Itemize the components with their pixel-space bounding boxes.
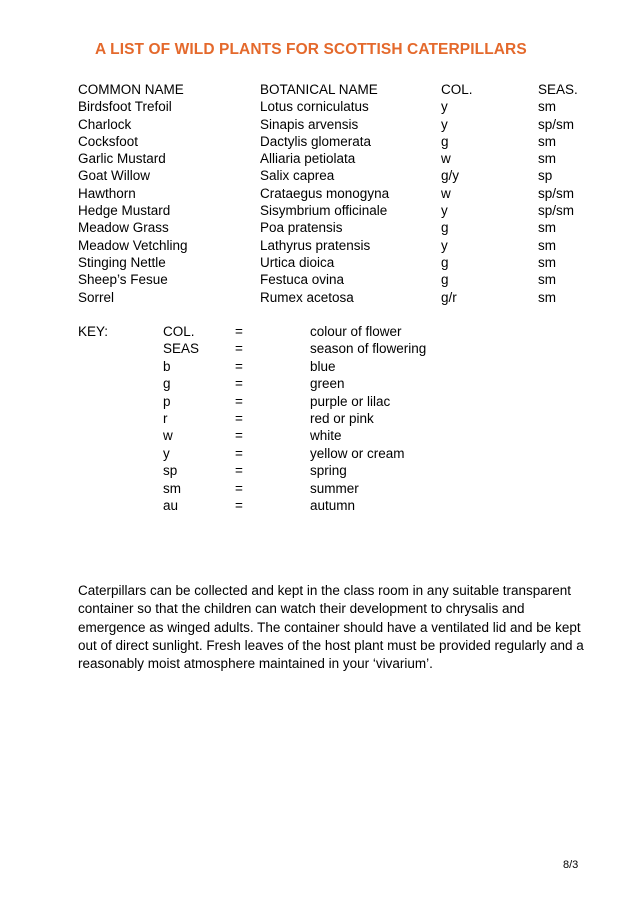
key-row [78,340,598,357]
key-code: sp [163,463,178,479]
key-equals: = [235,410,243,426]
plant-botanical-name: Crataegus monogyna [260,185,390,201]
table-row [78,254,598,271]
plant-table [78,81,598,306]
plant-common-name: Charlock [78,116,132,132]
table-row [78,271,598,288]
plant-common-name: Hedge Mustard [78,203,171,219]
key-meaning: spring [310,463,347,479]
plant-common-name: Sheep’s Fesue [78,272,168,288]
plant-colour-code: w [441,151,451,167]
key-row [78,497,598,514]
key-equals: = [235,341,243,357]
key-equals: = [235,376,243,392]
plant-colour-code: y [441,237,448,253]
key-row [78,462,598,479]
plant-season-code: sm [538,254,556,270]
key-code: au [163,497,179,513]
plant-season-code: sp/sm [538,203,575,219]
key-meaning: season of flowering [310,341,427,357]
plant-common-name: Stinging Nettle [78,254,166,270]
key-rows [78,323,598,514]
key-row [78,410,598,427]
key-meaning: red or pink [310,410,374,426]
key-meaning: purple or lilac [310,393,391,409]
table-row [78,98,598,115]
plant-botanical-name: Dactylis glomerata [260,133,372,149]
key-equals: = [235,480,243,496]
plant-common-name: Goat Willow [78,168,151,184]
plant-season-code: sm [538,220,556,236]
plant-common-name: Sorrel [78,289,115,305]
plant-common-name: Hawthorn [78,185,136,201]
table-header-row [78,81,598,98]
table-row [78,150,598,167]
key-row [78,480,598,497]
plant-botanical-name: Rumex acetosa [260,289,354,305]
plant-colour-code: g/r [441,289,457,305]
plant-botanical-name: Urtica dioica [260,254,335,270]
key-code: b [163,358,171,374]
plant-season-code: sm [538,237,556,253]
plant-botanical-name: Sinapis arvensis [260,116,359,132]
key-row [78,445,598,462]
instructions-paragraph: Caterpillars can be collected and kept in the class room in any suitable transparent container so that the children can watch their development to chrysalis and emergence as winged adults. The container should have a ventilated lid and be kept out of direct sunlight. Fresh leaves of the host plant must be provided regularly and a reasonably moist atmosphere maintained in your ‘vivarium’. [78,583,584,672]
key-equals: = [235,497,243,513]
table-row [78,289,598,306]
key-row [78,393,598,410]
key-meaning: green [310,376,345,392]
plant-season-code: sm [538,99,556,115]
key-equals: = [235,463,243,479]
table-row [78,237,598,254]
plant-colour-code: w [441,185,451,201]
key-code: y [163,445,170,461]
plant-colour-code: g [441,220,449,236]
header-season: SEAS. [538,82,578,97]
plant-colour-code: g [441,254,449,270]
plant-common-name: Cocksfoot [78,133,139,149]
key-code: p [163,393,171,409]
plant-colour-code: y [441,203,448,219]
plant-common-name: Meadow Vetchling [78,237,188,253]
plant-botanical-name: Festuca ovina [260,272,345,288]
key-row [78,375,598,392]
key-code: COL. [163,324,195,339]
plant-season-code: sm [538,289,556,305]
plant-botanical-name: Alliaria petiolata [260,151,356,167]
page-number: 8/3 [563,859,579,871]
table-row [78,219,598,236]
plant-season-code: sp [538,168,553,184]
key-meaning: blue [310,358,336,374]
header-common-name: COMMON NAME [78,82,184,97]
key-row [78,358,598,375]
key-equals: = [235,324,243,339]
plant-botanical-name: Lathyrus pratensis [260,237,371,253]
key-equals: = [235,445,243,461]
header-colour: COL. [441,82,473,97]
plant-common-name: Meadow Grass [78,220,169,236]
plant-colour-code: y [441,99,448,115]
plant-botanical-name: Lotus corniculatus [260,99,369,115]
key-code: r [163,410,168,426]
key-legend [78,323,598,514]
key-meaning: yellow or cream [310,445,405,461]
page-title: A LIST OF WILD PLANTS FOR SCOTTISH CATERPILLARS [95,41,527,58]
key-equals: = [235,393,243,409]
table-row [78,116,598,133]
plant-botanical-name: Poa pratensis [260,220,343,236]
header-botanical-name: BOTANICAL NAME [260,82,378,97]
plant-season-code: sp/sm [538,185,575,201]
plant-season-code: sm [538,133,556,149]
plant-common-name: Birdsfoot Trefoil [78,99,172,115]
key-meaning: summer [310,480,359,496]
plant-colour-code: g [441,272,449,288]
plant-botanical-name: Sisymbrium officinale [260,203,388,219]
key-equals: = [235,428,243,444]
key-equals: = [235,358,243,374]
key-code: g [163,376,171,392]
key-meaning: white [310,428,342,444]
key-label: KEY: [78,324,109,339]
plant-colour-code: y [441,116,448,132]
key-meaning: autumn [310,497,356,513]
table-row [78,167,598,184]
table-row [78,185,598,202]
key-code: SEAS [163,341,200,357]
key-meaning: colour of flower [310,324,402,339]
plant-colour-code: g/y [441,168,460,184]
plant-season-code: sm [538,151,556,167]
plant-rows [78,98,598,306]
key-row [78,427,598,444]
key-code: w [163,428,173,444]
plant-season-code: sp/sm [538,116,575,132]
plant-season-code: sm [538,272,556,288]
plant-botanical-name: Salix caprea [260,168,335,184]
plant-common-name: Garlic Mustard [78,151,166,167]
key-code: sm [163,480,181,496]
table-row [78,202,598,219]
plant-colour-code: g [441,133,449,149]
table-row [78,133,598,150]
key-row [78,323,598,340]
